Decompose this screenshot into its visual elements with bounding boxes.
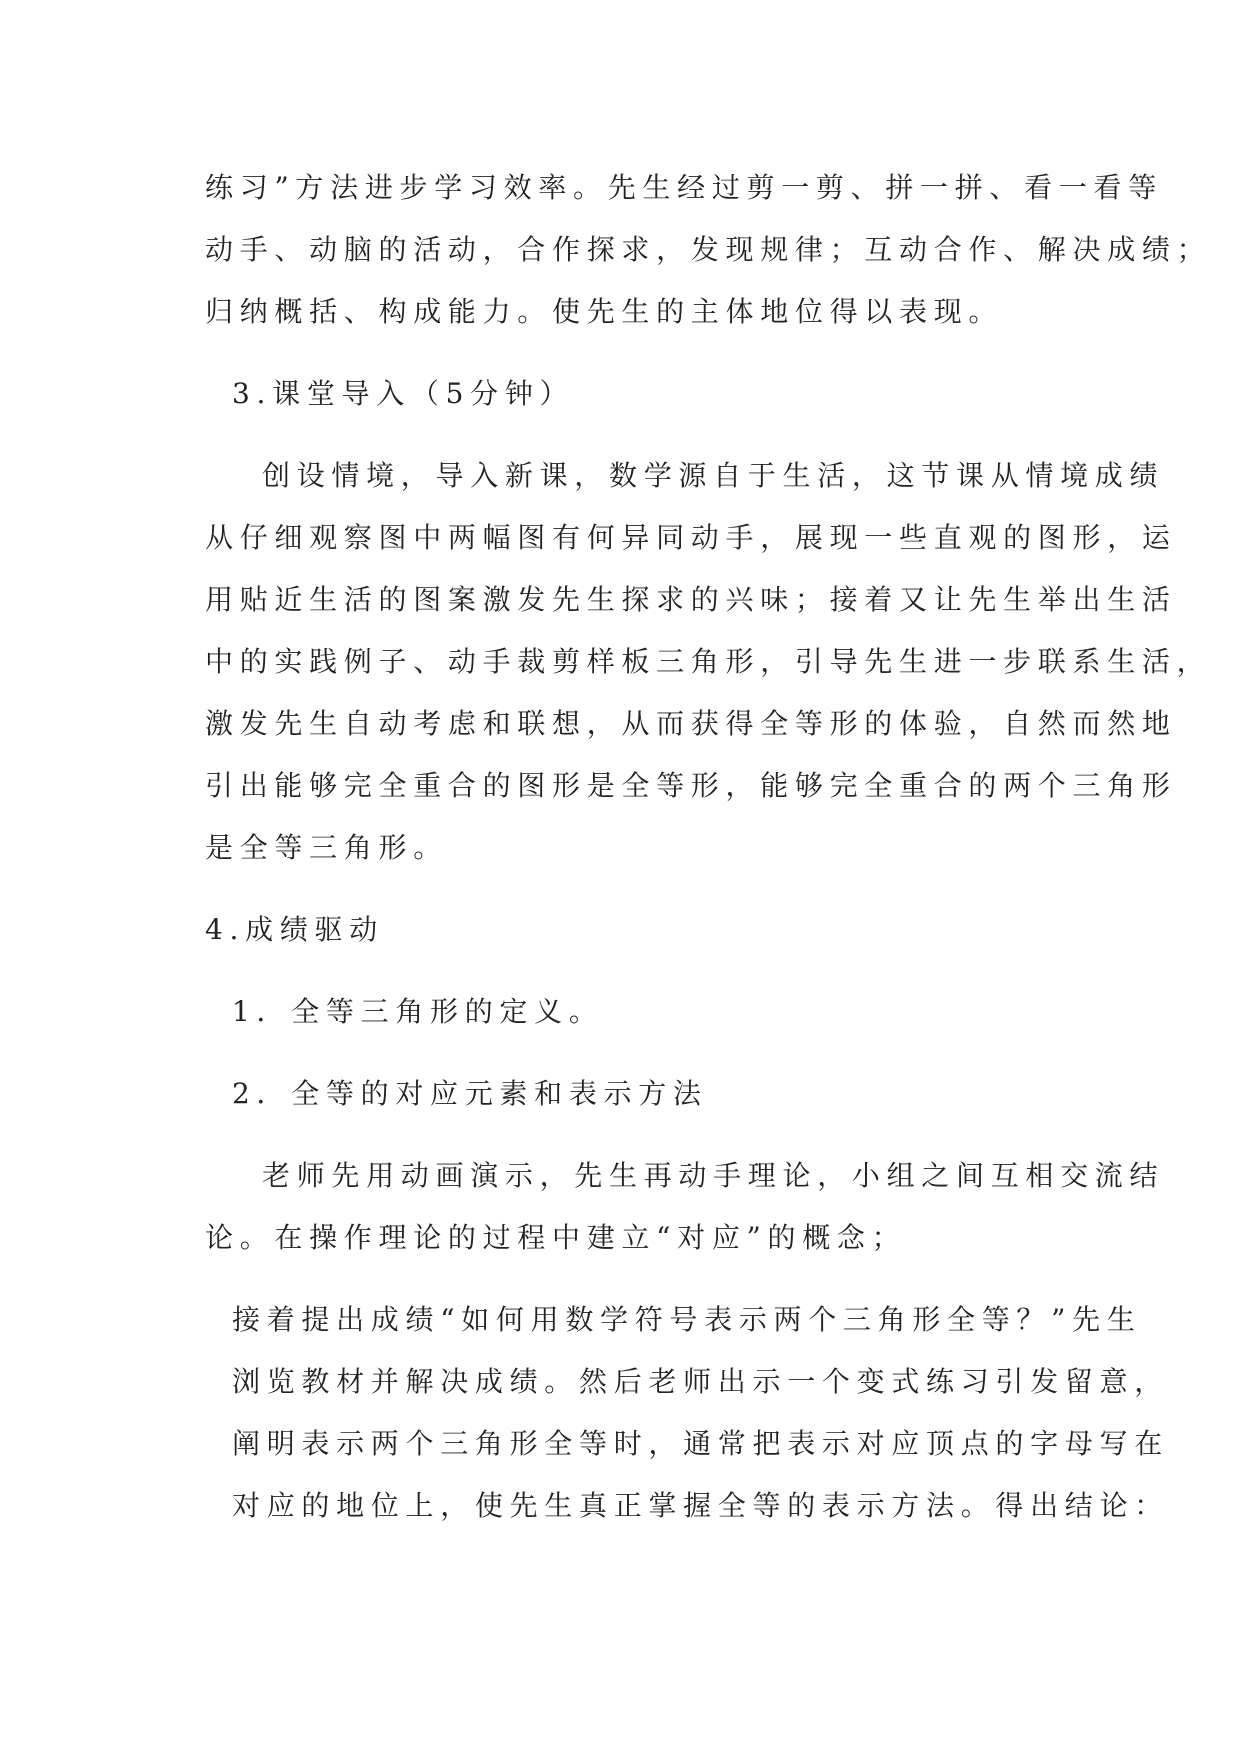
text-line: 创设情境，导入新课，数学源自于生活，这节课从情境成绩 xyxy=(262,459,1165,492)
text-line: 归纳概括、构成能力。使先生的主体地位得以表现。 xyxy=(205,295,1004,328)
text-line: 激发先生自动考虑和联想，从而获得全等形的体验，自然而然地 xyxy=(205,707,1177,740)
section-heading: 3.课堂导入（5分钟） xyxy=(232,377,575,410)
section-heading: 4.成绩驱动 xyxy=(205,913,384,946)
text-line: 中的实践例子、动手裁剪样板三角形，引导先生进一步联系生活， xyxy=(205,645,1212,678)
text-line: 论。在操作理论的过程中建立“对应”的概念； xyxy=(205,1221,907,1254)
text-line: 从仔细观察图中两幅图有何异同动手，展现一些直观的图形，运 xyxy=(205,521,1177,554)
text-line: 是全等三角形。 xyxy=(205,831,448,864)
text-line: 练习”方法进步学习效率。先生经过剪一剪、拼一拼、看一看等 xyxy=(205,171,1163,204)
text-line: 接着提出成绩“如何用数学符号表示两个三角形全等？”先生 xyxy=(232,1303,1142,1336)
text-line: 引出能够完全重合的图形是全等形，能够完全重合的两个三角形 xyxy=(205,769,1177,802)
list-item: 1．全等三角形的定义。 xyxy=(232,995,604,1028)
list-item: 2．全等的对应元素和表示方法 xyxy=(232,1077,708,1110)
text-line: 用贴近生活的图案激发先生探求的兴味；接着又让先生举出生活 xyxy=(205,583,1177,616)
text-line: 老师先用动画演示，先生再动手理论，小组之间互相交流结 xyxy=(262,1159,1165,1192)
text-line: 阐明表示两个三角形全等时，通常把表示对应顶点的字母写在 xyxy=(232,1427,1169,1460)
text-line: 动手、动脑的活动，合作探求，发现规律；互动合作、解决成绩； xyxy=(205,233,1212,266)
text-line: 对应的地位上，使先生真正掌握全等的表示方法。得出结论： xyxy=(232,1489,1169,1522)
text-line: 浏览教材并解决成绩。然后老师出示一个变式练习引发留意， xyxy=(232,1365,1169,1398)
